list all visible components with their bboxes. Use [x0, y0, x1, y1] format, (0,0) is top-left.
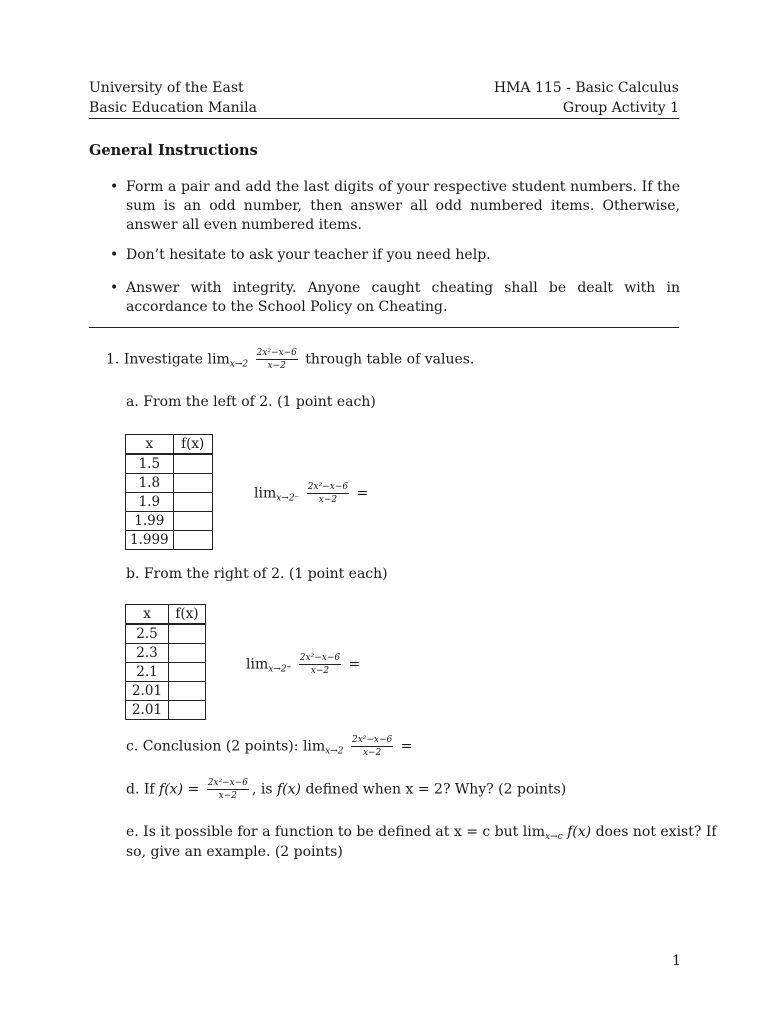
part-d-suffix: defined when x = 2? Why? (2 points): [305, 781, 567, 798]
fx-answer-cell[interactable]: [173, 512, 212, 531]
fraction-denominator: x−2: [310, 666, 330, 676]
right-limit-expression: [246, 653, 360, 676]
table-row: [126, 531, 213, 550]
campus-name: Basic Education Manila: [89, 100, 257, 116]
equals-sign: =: [356, 485, 369, 502]
x-value: 1.99: [126, 512, 174, 531]
item-prefix: Investigate: [123, 351, 204, 368]
fx-answer-cell[interactable]: [169, 644, 206, 663]
item-suffix: through table of values.: [305, 351, 475, 368]
table-row: [126, 682, 206, 701]
page-number: 1: [672, 953, 681, 969]
table-header-fx: f(x): [173, 435, 212, 455]
table-row: [126, 454, 213, 474]
fx-answer-cell[interactable]: [169, 624, 206, 644]
x-value: 2.3: [126, 644, 169, 663]
fx-answer-cell[interactable]: [169, 701, 206, 720]
fraction-denominator: x−2: [318, 495, 338, 505]
fraction-numerator: 2x²−x−6: [207, 778, 248, 788]
function-fx: f(x): [159, 781, 184, 798]
part-e-question-line-1: [126, 824, 717, 842]
equals-sign: =: [400, 738, 413, 755]
course-title: HMA 115 - Basic Calculus: [493, 80, 679, 96]
fraction: [307, 482, 349, 505]
university-name: University of the East: [89, 80, 244, 96]
table-right-values: [125, 604, 206, 720]
fraction-numerator: 2x²−x−6: [351, 735, 393, 745]
function-fx: f(x): [567, 824, 592, 840]
x-value: 2.01: [126, 701, 169, 720]
part-c-conclusion: [126, 735, 412, 758]
instruction-bullet-2: [110, 246, 680, 265]
lim-subscript: x→2⁻: [276, 493, 300, 504]
bullet-icon: •: [110, 247, 119, 263]
header-right: [494, 78, 679, 118]
instruction-text: Don’t hesitate to ask your teacher if you need help.: [126, 247, 491, 263]
part-e-question-line-2: so, give an example. (2 points): [126, 844, 343, 860]
fx-answer-cell[interactable]: [173, 531, 212, 550]
left-limit-expression: [254, 482, 368, 505]
fx-answer-cell[interactable]: [169, 682, 206, 701]
fx-answer-cell[interactable]: [173, 454, 212, 474]
activity-title: Group Activity 1: [562, 100, 679, 116]
part-c-prefix: c. Conclusion (2 points):: [126, 738, 299, 755]
x-value: 1.999: [126, 531, 174, 550]
table-header-x: x: [126, 435, 174, 455]
table-row: [126, 701, 206, 720]
fraction-numerator: 2x²−x−6: [299, 653, 341, 663]
table-header-x: x: [126, 605, 169, 625]
fraction: [351, 735, 393, 758]
fraction: [207, 778, 249, 801]
lim-text: lim: [207, 351, 230, 368]
table-row: [126, 493, 213, 512]
lim-text: lim: [302, 738, 326, 755]
fraction-denominator: x−2: [267, 361, 286, 371]
instruction-text: Answer with integrity. Anyone caught cheating shall be dealt with in accordance to the School Policy on Cheating.: [126, 280, 680, 315]
item-number: 1.: [106, 351, 120, 368]
part-d-prefix: d. If: [126, 781, 155, 798]
part-e-prefix: e. Is it possible for a function to be defined at x = c but: [126, 824, 519, 840]
lim-text: lim: [254, 485, 277, 502]
x-value: 1.5: [126, 454, 174, 474]
fraction: [299, 653, 341, 676]
part-d-question: [126, 778, 566, 801]
table-row: [126, 474, 213, 493]
table-row: [126, 512, 213, 531]
lim-text: lim: [246, 656, 269, 673]
instruction-bullet-3: [110, 279, 680, 317]
instruction-text: Form a pair and add the last digits of your respective student numbers. If the sum is an odd number, then answer all odd numbered items. Otherwise, answer all even numbered items.: [126, 179, 680, 233]
item-1-statement: [106, 348, 474, 371]
fx-answer-cell[interactable]: [173, 474, 212, 493]
lim-subscript: x→2: [229, 359, 249, 370]
bullet-icon: •: [110, 179, 119, 195]
table-row: [126, 624, 206, 644]
x-value: 1.8: [126, 474, 174, 493]
x-value: 2.1: [126, 663, 169, 682]
equals-sign: =: [348, 656, 361, 673]
function-fx: f(x): [277, 781, 302, 798]
fraction-denominator: x−2: [362, 748, 382, 758]
part-d-mid: , is: [251, 781, 273, 798]
table-row: [126, 663, 206, 682]
equals-sign: =: [187, 781, 200, 798]
table-left-values: [125, 434, 213, 550]
table-header-fx: f(x): [169, 605, 206, 625]
section-rule: [89, 327, 679, 328]
bullet-icon: •: [110, 280, 119, 296]
part-a-label: a. From the left of 2. (1 point each): [126, 394, 376, 410]
part-b-label: b. From the right of 2. (1 point each): [126, 566, 388, 582]
x-value: 1.9: [126, 493, 174, 512]
header-rule: [89, 118, 679, 119]
fx-answer-cell[interactable]: [169, 663, 206, 682]
instructions-title: General Instructions: [89, 142, 258, 159]
header-left: [89, 78, 257, 118]
fx-answer-cell[interactable]: [173, 493, 212, 512]
lim-subscript: x→2⁺: [268, 664, 292, 675]
x-value: 2.01: [126, 682, 169, 701]
fraction-denominator: x−2: [218, 791, 237, 801]
part-e-suffix: does not exist? If: [595, 824, 717, 840]
lim-text: lim: [522, 824, 545, 840]
fraction-numerator: 2x²−x−6: [256, 348, 297, 358]
fraction-numerator: 2x²−x−6: [307, 482, 349, 492]
instruction-bullet-1: [110, 178, 680, 235]
fraction: [256, 348, 298, 371]
x-value: 2.5: [126, 624, 169, 644]
lim-subscript: x→c: [544, 832, 563, 842]
table-row: [126, 644, 206, 663]
lim-subscript: x→2: [325, 746, 344, 757]
